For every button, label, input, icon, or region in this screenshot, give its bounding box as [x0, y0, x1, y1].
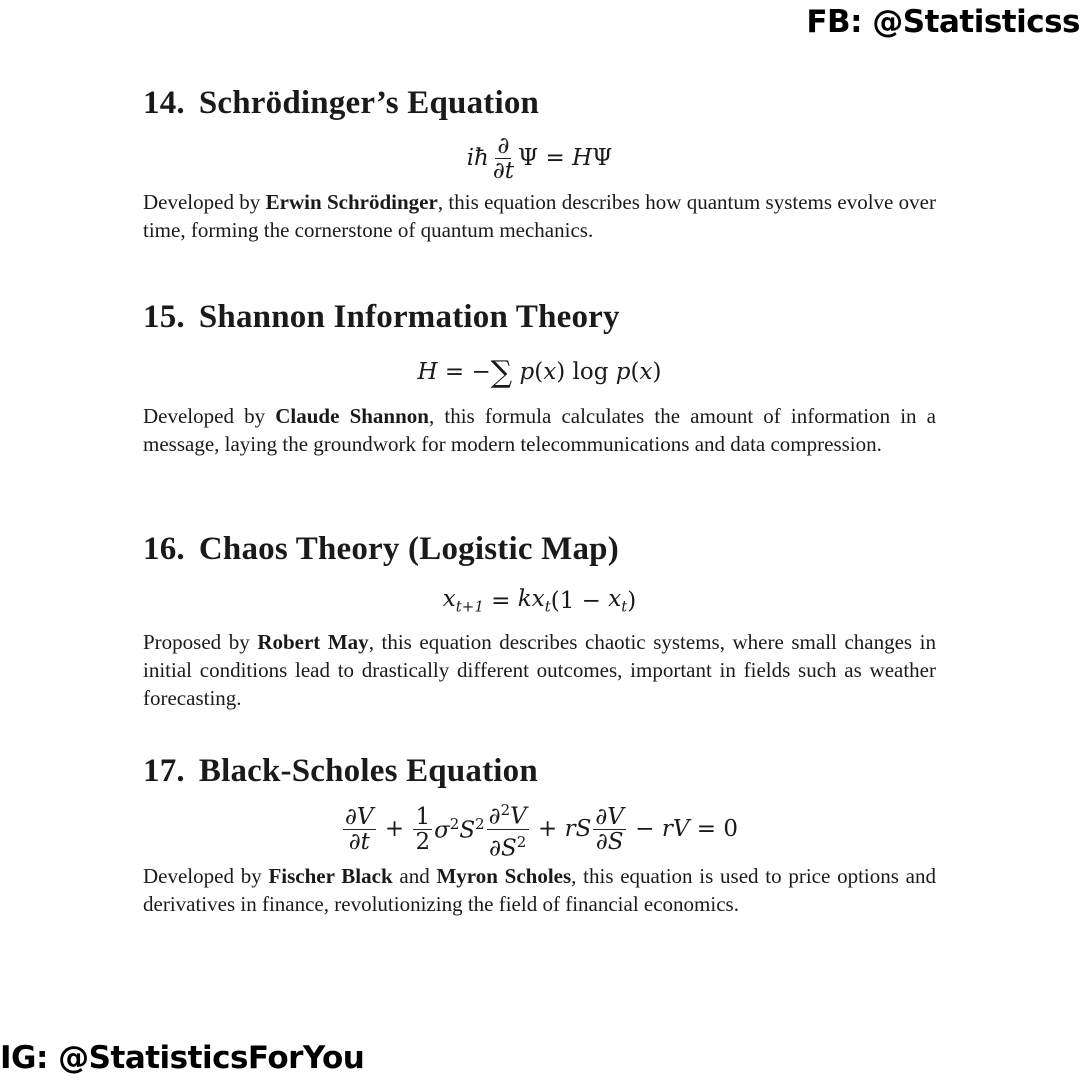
- equation-black-scholes: $\frac{\partial V}{\partial t}$ + $\frac{1}{2}$ $\sigma^2S^2$ $\frac{\partial^2V}{\partial S^2}$ + rS $\frac{\partial V}{\partial S}$ − rV = 0: [143, 796, 936, 862]
- section-title: Shannon Information Theory: [198, 299, 620, 335]
- section-heading: [143, 296, 936, 338]
- equation-shannon: H = − ∑ p ( x ) log p ( x ): [417, 354, 662, 390]
- person-name: Claude Shannon: [275, 404, 429, 428]
- section-number: 15.: [143, 299, 185, 335]
- section-chaos: [143, 528, 936, 712]
- person-name: Myron Scholes: [436, 864, 572, 888]
- person-name: Fischer Black: [268, 864, 393, 888]
- instagram-handle-watermark: IG: @StatisticsForYou: [0, 1040, 365, 1076]
- section-description: Developed by Erwin Schrödinger, this equation describes how quantum systems evolve over time, forming the cornerstone of quantum mechanics.: [143, 190, 936, 242]
- section-shannon: [143, 296, 936, 458]
- section-number: 16.: [143, 531, 185, 567]
- facebook-handle-watermark: FB: @Statisticss: [806, 4, 1080, 40]
- section-description: Proposed by Robert May, this equation describes chaotic systems, where small changes in initial conditions lead to drastically different outcomes, important in fields such as weather forecasting.: [143, 630, 936, 710]
- section-title: Black-Scholes Equation: [198, 753, 538, 789]
- section-heading: [143, 528, 936, 570]
- section-title: Schrödinger’s Equation: [198, 85, 540, 121]
- section-schrodinger: [143, 82, 936, 244]
- section-heading: [143, 750, 936, 792]
- section-number: 14.: [143, 85, 185, 121]
- person-name: Robert May: [257, 630, 369, 654]
- equation-schrodinger: iħ $\frac{\partial}{\partial t}$ Ψ = H Ψ: [466, 132, 613, 184]
- section-description: Developed by Claude Shannon, this formula calculates the amount of information in a message, laying the groundwork for modern telecommunications and data compression.: [143, 404, 936, 456]
- section-black-scholes: [143, 750, 936, 918]
- section-heading: [143, 82, 936, 124]
- section-number: 17.: [143, 753, 185, 789]
- section-title: Chaos Theory (Logistic Map): [198, 531, 619, 567]
- equation-logistic-map: $x_{t+1}$ = $kx_t$ (1 − $x_t$ ): [442, 586, 637, 616]
- section-description: Developed by Fischer Black and Myron Scholes, this equation is used to price options and derivatives in finance, revolutionizing the field of financial economics.: [143, 864, 936, 916]
- person-name: Erwin Schrödinger: [265, 190, 438, 214]
